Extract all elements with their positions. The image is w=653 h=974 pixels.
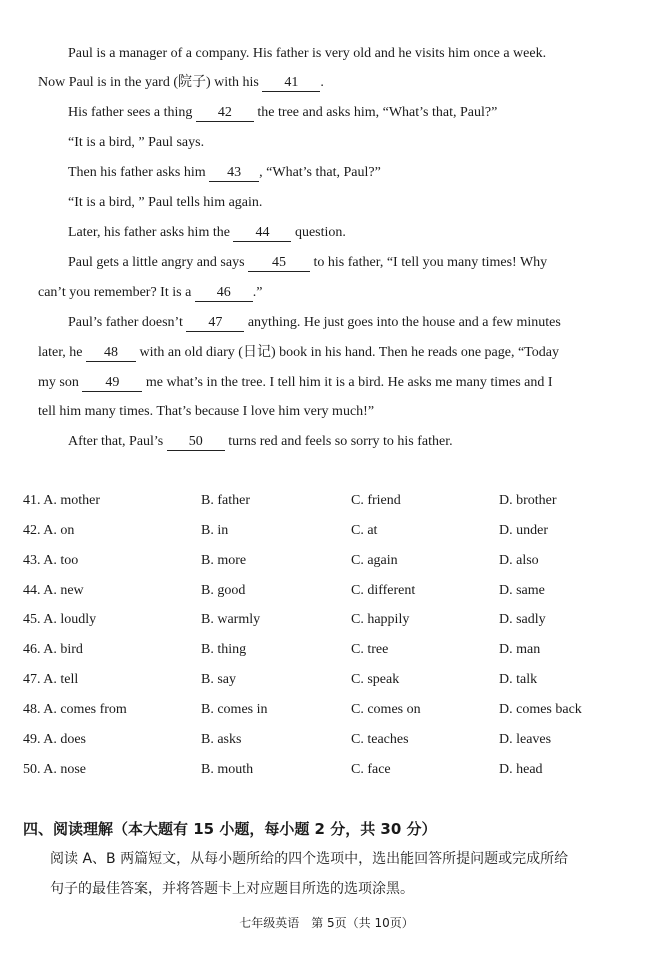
- option-d: D. leaves: [499, 732, 552, 747]
- option-row: [0, 731, 653, 749]
- option-b: B. good: [201, 583, 246, 598]
- option-row: [0, 671, 653, 689]
- section-instruction: 阅读 A、B 两篇短文，从每小题所给的四个选项中，选出能回答所提问题或完成所给: [50, 851, 569, 867]
- passage-line: later, he 48 with an old diary (日记) book in his hand. Then he reads one page, “Today: [38, 345, 559, 360]
- option-a: 41. A. mother: [23, 493, 100, 508]
- option-row: [0, 611, 653, 629]
- passage-line: my son 49 me what’s in the tree. I tell him it is a bird. He asks me many times and I: [38, 375, 553, 390]
- option-b: B. comes in: [201, 702, 268, 717]
- option-b: B. asks: [201, 732, 242, 747]
- passage-line: Then his father asks him 43 , “What’s that, Paul?”: [68, 165, 381, 180]
- option-b: B. warmly: [201, 612, 261, 627]
- option-c: C. happily: [351, 612, 410, 627]
- option-a: 48. A. comes from: [23, 702, 127, 717]
- blank-44: 44: [233, 225, 291, 242]
- option-b: B. in: [201, 523, 229, 538]
- passage-line: Paul is a manager of a company. His father is very old and he visits him once a week.: [68, 46, 547, 61]
- passage-line: tell him many times. That’s because I love him very much!”: [38, 404, 375, 419]
- option-c: C. again: [351, 553, 398, 568]
- option-c: C. at: [351, 523, 378, 538]
- blank-42: 42: [196, 105, 254, 122]
- option-row: [0, 552, 653, 570]
- option-d: D. sadly: [499, 612, 546, 627]
- passage-line: Paul’s father doesn’t 47 anything. He just goes into the house and a few minutes: [68, 315, 561, 330]
- option-c: C. tree: [351, 642, 389, 657]
- passage-line: Paul gets a little angry and says 45 to his father, “I tell you many times! Why: [68, 255, 548, 270]
- option-a: 49. A. does: [23, 732, 86, 747]
- passage-line: After that, Paul’s 50 turns red and feels so sorry to his father.: [68, 434, 453, 449]
- passage-line: Now Paul is in the yard (院子) with his 41 .: [38, 75, 324, 90]
- option-b: B. say: [201, 672, 236, 687]
- passage-line: Later, his father asks him the 44 question.: [68, 225, 346, 240]
- option-d: D. man: [499, 642, 541, 657]
- option-a: 50. A. nose: [23, 762, 86, 777]
- blank-47: 47: [186, 315, 244, 332]
- passage-line: can’t you remember? It is a 46 .”: [38, 285, 263, 300]
- option-row: [0, 492, 653, 510]
- option-d: D. head: [499, 762, 543, 777]
- option-c: C. comes on: [351, 702, 421, 717]
- blank-45: 45: [248, 255, 310, 272]
- option-row: [0, 641, 653, 659]
- option-row: [0, 522, 653, 540]
- passage-line: His father sees a thing 42 the tree and asks him, “What’s that, Paul?”: [68, 105, 498, 120]
- page-footer: 七年级英语 第 5页（共 10页）: [239, 916, 414, 930]
- option-c: C. teaches: [351, 732, 409, 747]
- blank-46: 46: [195, 285, 253, 302]
- option-d: D. under: [499, 523, 548, 538]
- option-a: 42. A. on: [23, 523, 75, 538]
- passage-line: “It is a bird, ” Paul says.: [68, 135, 205, 150]
- option-c: C. speak: [351, 672, 400, 687]
- option-b: B. mouth: [201, 762, 254, 777]
- blank-50: 50: [167, 434, 225, 451]
- option-row: [0, 761, 653, 779]
- option-row: [0, 701, 653, 719]
- option-c: C. different: [351, 583, 416, 598]
- blank-41: 41: [262, 75, 320, 92]
- blank-49: 49: [82, 375, 142, 392]
- section-title: 四、阅读理解（本大题有 15 小题，每小题 2 分，共 30 分）: [23, 820, 437, 838]
- option-b: B. more: [201, 553, 247, 568]
- option-b: B. thing: [201, 642, 247, 657]
- blank-48: 48: [86, 345, 136, 362]
- option-d: D. same: [499, 583, 545, 598]
- option-a: 46. A. bird: [23, 642, 83, 657]
- option-a: 43. A. too: [23, 553, 79, 568]
- passage-line: “It is a bird, ” Paul tells him again.: [68, 195, 263, 210]
- option-d: D. comes back: [499, 702, 582, 717]
- option-row: [0, 582, 653, 600]
- option-a: 47. A. tell: [23, 672, 79, 687]
- option-b: B. father: [201, 493, 250, 508]
- option-d: D. talk: [499, 672, 538, 687]
- option-d: D. brother: [499, 493, 557, 508]
- option-d: D. also: [499, 553, 539, 568]
- option-a: 45. A. loudly: [23, 612, 97, 627]
- option-c: C. friend: [351, 493, 401, 508]
- option-c: C. face: [351, 762, 391, 777]
- section-instruction: 句子的最佳答案，并将答题卡上对应题目所选的选项涂黑。: [50, 881, 414, 897]
- blank-43: 43: [209, 165, 259, 182]
- option-a: 44. A. new: [23, 583, 84, 598]
